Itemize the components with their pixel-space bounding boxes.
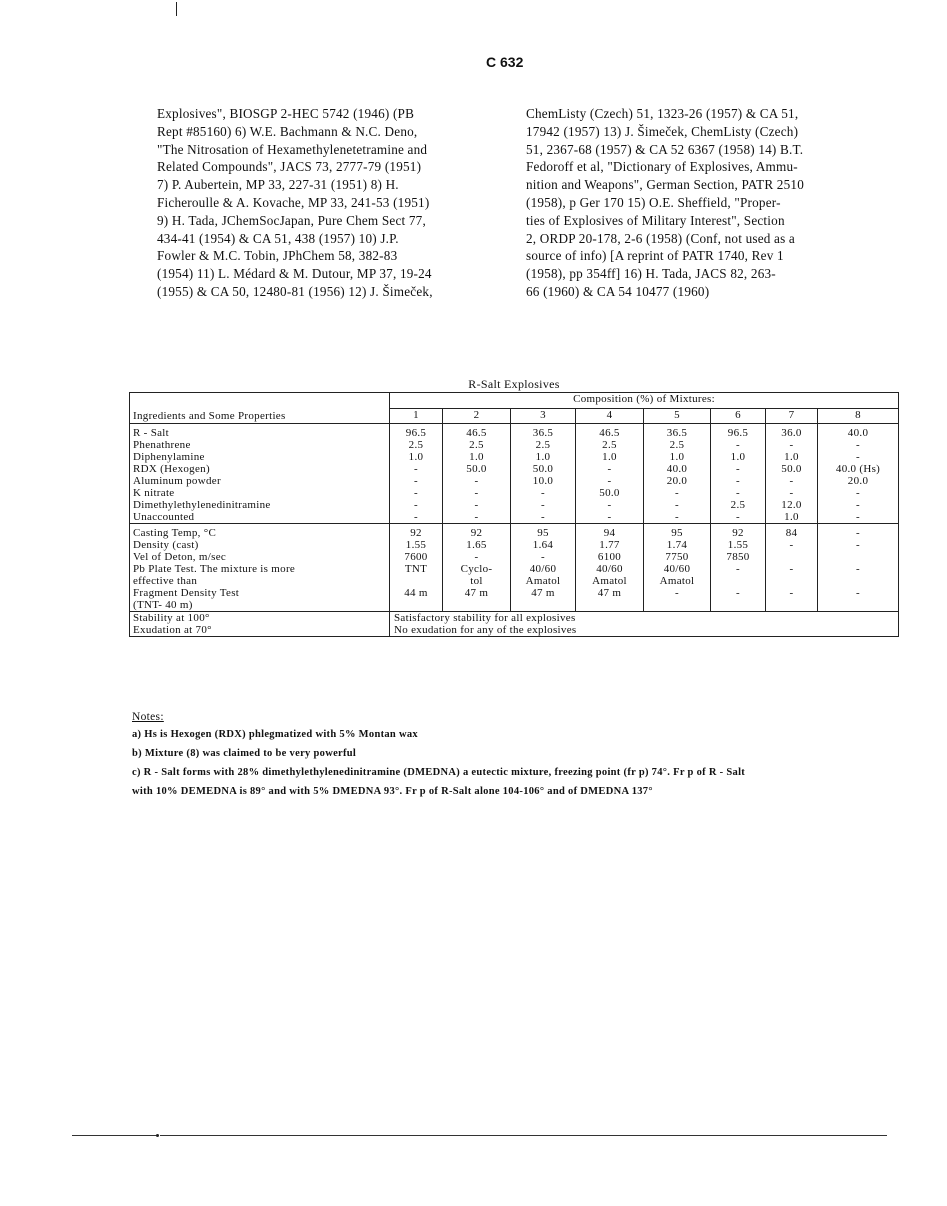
cell-mixture-6: 7850 — [711, 551, 766, 563]
references-right-column — [526, 105, 854, 301]
table-row — [130, 575, 899, 587]
row-value: Satisfactory stability for all explosives — [390, 612, 899, 625]
cell-mixture-1: TNT — [390, 563, 443, 575]
cell-mixture-5: - — [644, 499, 711, 511]
ref-line: 66 (1960) & CA 54 10477 (1960) — [526, 283, 710, 299]
cell-mixture-2: Cyclo- — [443, 563, 511, 575]
cell-mixture-8: 40.0 — [818, 424, 899, 440]
references-left-column — [157, 105, 485, 301]
cell-mixture-7: 12.0 — [766, 499, 818, 511]
ref-line: 7) P. Aubertein, MP 33, 227-31 (1951) 8) H. — [157, 177, 399, 193]
cell-mixture-5: Amatol — [644, 575, 711, 587]
cell-mixture-4: Amatol — [576, 575, 644, 587]
cell-mixture-1 — [390, 575, 443, 587]
ref-line: 434-41 (1954) & CA 51, 438 (1957) 10) J.P. — [157, 230, 399, 246]
cell-mixture-6: - — [711, 563, 766, 575]
row-label: Stability at 100° — [130, 612, 390, 625]
footer-rule-left — [72, 1135, 158, 1136]
cell-mixture-1: 96.5 — [390, 424, 443, 440]
cell-mixture-5: 1.0 — [644, 451, 711, 463]
cell-mixture-2: - — [443, 511, 511, 524]
ref-line: Fedoroff et al, "Dictionary of Explosives, Ammu- — [526, 159, 798, 175]
ref-line: "The Nitrosation of Hexamethylenetetramine and — [157, 141, 428, 157]
ref-line: 2, ORDP 20-178, 2-6 (1958) (Conf, not used as a — [526, 230, 795, 246]
r-salt-table — [129, 392, 899, 637]
table-body — [130, 424, 899, 637]
row-label: Fragment Density Test — [130, 587, 390, 599]
cell-mixture-1: - — [390, 511, 443, 524]
row-label: Unaccounted — [130, 511, 390, 524]
cell-mixture-8: - — [818, 439, 899, 451]
table-row — [130, 424, 899, 440]
cell-mixture-1: 1.55 — [390, 539, 443, 551]
cell-mixture-7: 50.0 — [766, 463, 818, 475]
cell-mixture-3: Amatol — [511, 575, 576, 587]
cell-mixture-7: 1.0 — [766, 451, 818, 463]
page-number: C 632 — [486, 54, 524, 70]
cell-mixture-6: - — [711, 487, 766, 499]
cell-mixture-1: 2.5 — [390, 439, 443, 451]
cell-mixture-5: 2.5 — [644, 439, 711, 451]
cell-mixture-4: 6100 — [576, 551, 644, 563]
cell-mixture-5: 95 — [644, 524, 711, 540]
cell-mixture-8: - — [818, 587, 899, 599]
row-label: Diphenylamine — [130, 451, 390, 463]
table-row — [130, 499, 899, 511]
ref-line: (1955) & CA 50, 12480-81 (1956) 12) J. Šimeček, — [157, 283, 433, 299]
cell-mixture-7: - — [766, 487, 818, 499]
cell-mixture-3: 10.0 — [511, 475, 576, 487]
row-label: Exudation at 70° — [130, 624, 390, 637]
table-row — [130, 463, 899, 475]
cell-mixture-3: - — [511, 487, 576, 499]
row-label: Density (cast) — [130, 539, 390, 551]
cell-mixture-1: - — [390, 475, 443, 487]
cell-mixture-3: 1.64 — [511, 539, 576, 551]
cell-mixture-7 — [766, 575, 818, 587]
cell-mixture-6 — [711, 599, 766, 612]
cell-mixture-4: - — [576, 475, 644, 487]
table-row — [130, 487, 899, 499]
row-label: R - Salt — [130, 424, 390, 440]
mixture-number-2: 2 — [443, 409, 511, 424]
cell-mixture-8 — [818, 599, 899, 612]
cell-mixture-3: - — [511, 499, 576, 511]
mixture-number-4: 4 — [576, 409, 644, 424]
ref-line: (1954) 11) L. Médard & M. Dutour, MP 37, 19-24 — [157, 266, 432, 282]
row-label: Phenathrene — [130, 439, 390, 451]
row-label: Dimethylethylenedinitramine — [130, 499, 390, 511]
cell-mixture-6: - — [711, 439, 766, 451]
cell-mixture-7: 84 — [766, 524, 818, 540]
cell-mixture-8 — [818, 575, 899, 587]
ref-line: (1958), pp 354ff] 16) H. Tada, JACS 82, 263- — [526, 266, 776, 282]
cell-mixture-6: 96.5 — [711, 424, 766, 440]
cell-mixture-6: - — [711, 475, 766, 487]
cell-mixture-7: 36.0 — [766, 424, 818, 440]
cell-mixture-1: - — [390, 499, 443, 511]
cell-mixture-5: - — [644, 587, 711, 599]
ref-line: 9) H. Tada, JChemSocJapan, Pure Chem Sect 77, — [157, 212, 426, 228]
table-row — [130, 451, 899, 463]
cell-mixture-6: 1.55 — [711, 539, 766, 551]
row-label: Pb Plate Test. The mixture is more — [130, 563, 390, 575]
cell-mixture-7: - — [766, 439, 818, 451]
cell-mixture-4: 47 m — [576, 587, 644, 599]
ref-line: Fowler & M.C. Tobin, JPhChem 58, 382-83 — [157, 248, 398, 264]
cell-mixture-8: 40.0 (Hs) — [818, 463, 899, 475]
cell-mixture-8: - — [818, 451, 899, 463]
cell-mixture-3: 36.5 — [511, 424, 576, 440]
cell-mixture-2: 92 — [443, 524, 511, 540]
cell-mixture-4: 94 — [576, 524, 644, 540]
row-label: Aluminum powder — [130, 475, 390, 487]
cell-mixture-7: - — [766, 475, 818, 487]
ref-line: source of info) [A reprint of PATR 1740, Rev 1 — [526, 248, 784, 264]
mixture-number-3: 3 — [511, 409, 576, 424]
table-row — [130, 587, 899, 599]
row-label: effective than — [130, 575, 390, 587]
cell-mixture-4: 40/60 — [576, 563, 644, 575]
cell-mixture-8: 20.0 — [818, 475, 899, 487]
cell-mixture-4: 1.77 — [576, 539, 644, 551]
notes-section — [132, 710, 932, 803]
cell-mixture-4: - — [576, 499, 644, 511]
row-value: No exudation for any of the explosives — [390, 624, 899, 637]
cell-mixture-3: 95 — [511, 524, 576, 540]
cell-mixture-1: 7600 — [390, 551, 443, 563]
notes-heading: Notes: — [132, 711, 164, 723]
mixture-number-5: 5 — [644, 409, 711, 424]
note-a: a) Hs is Hexogen (RDX) phlegmatized with 5% Montan wax — [132, 729, 418, 740]
cell-mixture-7 — [766, 599, 818, 612]
table-row — [130, 439, 899, 451]
cell-mixture-5: 36.5 — [644, 424, 711, 440]
cell-mixture-2: 47 m — [443, 587, 511, 599]
row-label: K nitrate — [130, 487, 390, 499]
cell-mixture-8: - — [818, 524, 899, 540]
row-label: Vel of Deton, m/sec — [130, 551, 390, 563]
note-c-line-2: with 10% DEMEDNA is 89° and with 5% DMEDNA 93°. Fr p of R-Salt alone 104-106° and of DMEDNA 137° — [132, 786, 653, 797]
cell-mixture-3: 40/60 — [511, 563, 576, 575]
footer-rule-right — [160, 1135, 887, 1136]
cell-mixture-1: - — [390, 463, 443, 475]
table-row — [130, 539, 899, 551]
cell-mixture-8 — [818, 551, 899, 563]
table-row — [130, 599, 899, 612]
cell-mixture-6: 2.5 — [711, 499, 766, 511]
cell-mixture-6: 92 — [711, 524, 766, 540]
cell-mixture-4: - — [576, 511, 644, 524]
cell-mixture-5: - — [644, 487, 711, 499]
cell-mixture-2: tol — [443, 575, 511, 587]
row-label: (TNT- 40 m) — [130, 599, 390, 612]
cell-mixture-2: - — [443, 499, 511, 511]
ref-line: (1958), p Ger 170 15) O.E. Sheffield, "Proper- — [526, 194, 781, 210]
cell-mixture-7: - — [766, 587, 818, 599]
note-c-line-1: c) R - Salt forms with 28% dimethylethylenedinitramine (DMEDNA) a eutectic mixture, freezing point (fr p) 74°. Fr p of R - Salt — [132, 767, 746, 778]
cell-mixture-2: - — [443, 551, 511, 563]
row-label: RDX (Hexogen) — [130, 463, 390, 475]
cell-mixture-1: 44 m — [390, 587, 443, 599]
ref-line: ChemListy (Czech) 51, 1323-26 (1957) & CA 51, — [526, 106, 799, 121]
cell-mixture-6: - — [711, 587, 766, 599]
row-label: Casting Temp, °C — [130, 524, 390, 540]
ref-line: 51, 2367-68 (1957) & CA 52 6367 (1958) 14) B.T. — [526, 141, 804, 157]
cell-mixture-2: - — [443, 475, 511, 487]
mixture-number-7: 7 — [766, 409, 818, 424]
ingredients-header: Ingredients and Some Properties — [130, 393, 390, 424]
table-row — [130, 563, 899, 575]
ref-line: Explosives", BIOSGP 2-HEC 5742 (1946) (PB — [157, 106, 415, 121]
stability-row — [130, 612, 899, 625]
cell-mixture-5 — [644, 599, 711, 612]
cell-mixture-8: - — [818, 511, 899, 524]
ref-line: Ficheroulle & A. Kovache, MP 33, 241-53 (1951) — [157, 194, 430, 210]
cell-mixture-3: 1.0 — [511, 451, 576, 463]
ref-line: ties of Explosives of Military Interest", Section — [526, 212, 785, 228]
table-row — [130, 475, 899, 487]
mixture-number-6: 6 — [711, 409, 766, 424]
cell-mixture-3: 50.0 — [511, 463, 576, 475]
cell-mixture-6: - — [711, 463, 766, 475]
exudation-row — [130, 624, 899, 637]
cell-mixture-1: 92 — [390, 524, 443, 540]
cell-mixture-2 — [443, 599, 511, 612]
composition-header: Composition (%) of Mixtures: — [390, 393, 899, 409]
ref-line: Rept #85160) 6) W.E. Bachmann & N.C. Deno, — [157, 123, 418, 139]
cell-mixture-3: - — [511, 551, 576, 563]
cell-mixture-1 — [390, 599, 443, 612]
cell-mixture-3: 2.5 — [511, 439, 576, 451]
cell-mixture-8: - — [818, 487, 899, 499]
cell-mixture-2: - — [443, 487, 511, 499]
cell-mixture-4: - — [576, 463, 644, 475]
ref-line: Related Compounds", JACS 73, 2777-79 (1951) — [157, 159, 422, 175]
cell-mixture-2: 1.65 — [443, 539, 511, 551]
ref-line: 17942 (1957) 13) J. Šimeček, ChemListy (Czech) — [526, 123, 799, 139]
cell-mixture-1: 1.0 — [390, 451, 443, 463]
cell-mixture-3 — [511, 599, 576, 612]
cell-mixture-3: - — [511, 511, 576, 524]
cell-mixture-6: - — [711, 511, 766, 524]
ref-line: nition and Weapons", German Section, PATR 2510 — [526, 177, 804, 193]
cell-mixture-5: - — [644, 511, 711, 524]
cell-mixture-8: - — [818, 499, 899, 511]
cell-mixture-7: - — [766, 539, 818, 551]
cell-mixture-2: 2.5 — [443, 439, 511, 451]
cell-mixture-2: 1.0 — [443, 451, 511, 463]
mixture-number-8: 8 — [818, 409, 899, 424]
cell-mixture-8: - — [818, 539, 899, 551]
table-row — [130, 524, 899, 540]
cell-mixture-4: 50.0 — [576, 487, 644, 499]
table-title: R-Salt Explosives — [468, 377, 560, 391]
cell-mixture-6: 1.0 — [711, 451, 766, 463]
cell-mixture-4 — [576, 599, 644, 612]
mixture-number-1: 1 — [390, 409, 443, 424]
cell-mixture-2: 50.0 — [443, 463, 511, 475]
cell-mixture-5: 1.74 — [644, 539, 711, 551]
table-row — [130, 511, 899, 524]
table-row — [130, 551, 899, 563]
cell-mixture-5: 40.0 — [644, 463, 711, 475]
footer-rule-mark — [156, 1134, 159, 1137]
note-b: b) Mixture (8) was claimed to be very powerful — [132, 748, 357, 759]
margin-tick-mark — [176, 2, 177, 16]
cell-mixture-1: - — [390, 487, 443, 499]
cell-mixture-5: 40/60 — [644, 563, 711, 575]
cell-mixture-3: 47 m — [511, 587, 576, 599]
cell-mixture-4: 1.0 — [576, 451, 644, 463]
cell-mixture-7: - — [766, 563, 818, 575]
cell-mixture-5: 7750 — [644, 551, 711, 563]
cell-mixture-7 — [766, 551, 818, 563]
cell-mixture-6 — [711, 575, 766, 587]
cell-mixture-4: 2.5 — [576, 439, 644, 451]
cell-mixture-2: 46.5 — [443, 424, 511, 440]
cell-mixture-4: 46.5 — [576, 424, 644, 440]
cell-mixture-5: 20.0 — [644, 475, 711, 487]
cell-mixture-7: 1.0 — [766, 511, 818, 524]
cell-mixture-8: - — [818, 563, 899, 575]
